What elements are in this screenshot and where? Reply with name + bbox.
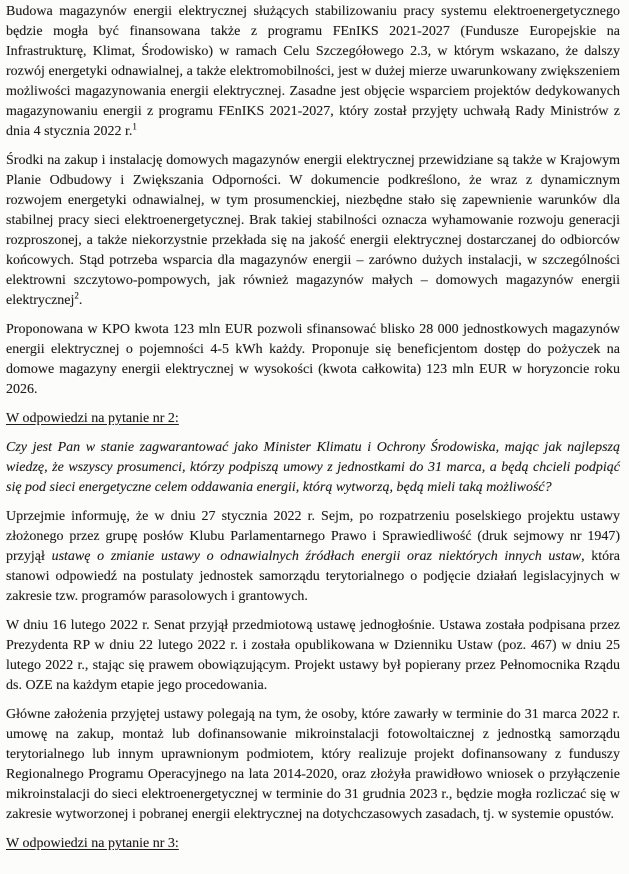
paragraph-glowne-zalozenia: [6, 705, 620, 825]
paragraph-kpo-magazyny: [6, 151, 620, 311]
paragraph-kpo-kwota: [6, 320, 620, 400]
paragraph-text: Budowa magazynów energii elektrycznej służących stabilizowaniu pracy systemu elektroenergetycznego będzie mogła być finansowana także z programu FEnIKS 2021-2027 (Fundusze Europejskie na Infrastrukturę, Klimat, Środowisko) w ramach Celu Szczegółowego 2.3, w którym wskazano, że dalszy rozwój energetyki odnawialnej, a także elektromobilności, jest w dużej mierze uwarunkowany zwiększeniem możliwości magazynowania energii elektrycznej. Zasadne jest objęcie wsparciem projektów dedykowanych magazynowaniu energii z programu FEnIKS 2021-2027, który został przyjęty uchwałą Rady Ministrów z dnia 4 stycznia 2022 r.: [6, 4, 620, 139]
paragraph-text: Uprzejmie informuję, że w dniu 27 stycznia 2022 r. Sejm, po rozpatrzeniu poselskiego projektu ustawy złożonego przez grupę posłów Klubu Parlamentarnego Prawo i Sprawiedliwość (druk sejmowy nr 1947) przyjął: [6, 509, 620, 564]
act-title-italic: ustawę o zmianie ustawy o odnawialnych źródłach energii oraz niektórych innych ustaw: [51, 549, 582, 564]
paragraph-text: Środki na zakup i instalację domowych magazynów energii elektrycznej przewidziane są także w Krajowym Planie Odbudowy i Zwiększania Odporności. W dokumencie podkreślono, że wraz z dynamicznym rozwojem energetyki odnawialnej, w tym prosumenckiej, niezbędne stało się zapewnienie warunków dla stabilnej pracy sieci elektroenergetycznej. Brak takiej stabilności oznacza wyhamowanie rozwoju generacji rozproszonej, a także niekorzystnie przekłada się na jakość energii elektrycznej dostarczanej do odbiorców końcowych. Stąd potrzeba wsparcia dla magazynów energii – zarówno dużych instalacji, w szczególności elektrowni szczytowo-pompowych, jak również magazynów małych – domowych magazynów energii elektrycznej: [6, 153, 620, 308]
paragraph-sejm-ustawa: [6, 507, 620, 607]
paragraph-text: Główne założenia przyjętej ustawy polegają na tym, że osoby, które zawarły w terminie do 31 marca 2022 r. umowę na zakup, montaż lub dofinansowanie mikroinstalacji fotowoltaicznej z jednostką samorządu terytorialnego lub innym uprawnionym podmiotem, który realizuje projekt dofinansowany z funduszy Regionalnego Programu Operacyjnego na lata 2014-2020, oraz złożyła prawidłowo wniosek o przyłączenie mikroinstalacji do sieci elektroenergetycznej w terminie do 31 grudnia 2023 r., będzie mogła rozliczać się w zakresie wytworzonej i pobranej energii elektrycznej na dotychczasowych zasadach, tj. w systemie opustów.: [6, 707, 620, 822]
paragraph-text: , która stanowi odpowiedź na postulaty jednostek samorządu terytorialnego o podjęcie działań legislacyjnych w zakresie tzw. programów parasolowych i grantowych.: [6, 549, 621, 604]
question-2-text: [6, 438, 620, 498]
heading-text: W odpowiedzi na pytanie nr 2:: [6, 411, 179, 426]
heading-answer-question-2: [6, 409, 620, 429]
paragraph-text: W dniu 16 lutego 2022 r. Senat przyjął przedmiotową ustawę jednogłośnie. Ustawa została podpisana przez Prezydenta RP w dniu 22 lutego 2022 r. i została opublikowana w Dzienniku Ustaw (poz. 467) w dniu 25 lutego 2022 r., stając się prawem obowiązującym. Projekt ustawy był popierany przez Pełnomocnika Rządu ds. OZE na każdym etapie jego procedowania.: [6, 618, 620, 693]
heading-text: W odpowiedzi na pytanie nr 3:: [6, 836, 179, 851]
heading-answer-question-3: [6, 834, 620, 854]
paragraph-feniks-program: [6, 2, 620, 142]
footnote-marker-1: 1: [132, 121, 137, 132]
paragraph-text: Czy jest Pan w stanie zagwarantować jako Minister Klimatu i Ochrony Środowiska, mając jak najlepszą wiedzę, że wszyscy prosumenci, którzy podpiszą umowy z jednostkami do 31 marca, a będą chcieli podpiąć się pod sieci energetyczne celem oddawania energii, którą wytworzą, będą mieli taką możliwość?: [6, 440, 620, 495]
paragraph-text-tail: .: [78, 293, 83, 308]
paragraph-senat-podpisanie: [6, 616, 620, 696]
footnote-marker-2: 2: [74, 290, 79, 301]
paragraph-text: Proponowana w KPO kwota 123 mln EUR pozwoli sfinansować blisko 28 000 jednostkowych magazynów energii elektrycznej o pojemności 4-5 kWh każdy. Proponuje się beneficjentom dostęp do pożyczek na domowe magazyny energii elektrycznej w wysokości (kwota całkowita) 123 mln EUR w horyzoncie roku 2026.: [6, 322, 620, 397]
